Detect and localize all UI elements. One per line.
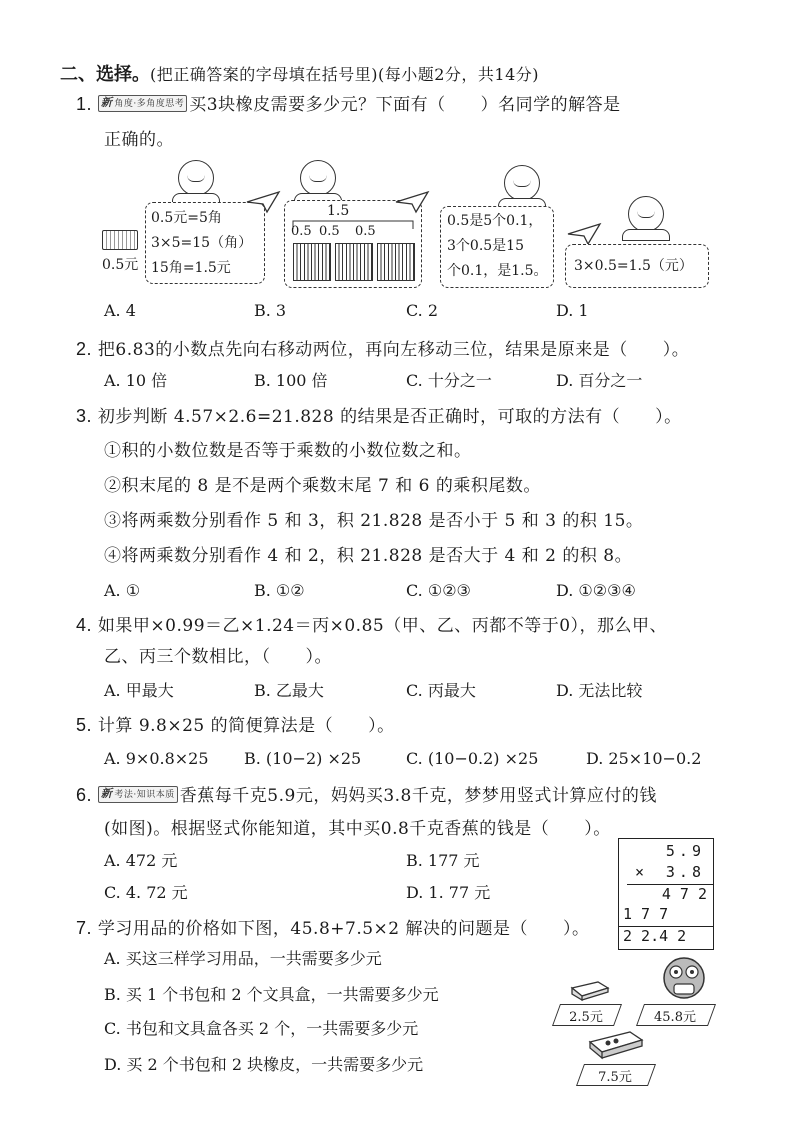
eraser-price: 0.5元: [102, 257, 139, 273]
bubble2-part-1: 0.5: [291, 224, 312, 239]
boy-body-icon: [622, 229, 670, 241]
decimal-grid-1: [293, 243, 331, 281]
bubble1-line2: 3×5=15（角）: [151, 235, 253, 251]
calc-multiply-sign: ×: [635, 863, 645, 881]
option-a[interactable]: A. 甲最大: [104, 681, 174, 700]
q7-stem-text: 学习用品的价格如下图，45.8+7.5×2 解决的问题是（ ）。: [97, 919, 590, 939]
q5-stem-text: 计算 9.8×25 的简便算法是（ ）。: [97, 716, 395, 736]
option-b[interactable]: B. 3: [254, 301, 287, 320]
calc-row-4: 1 7 7: [623, 905, 669, 923]
decimal-grid-3: [377, 243, 415, 281]
option-d[interactable]: D. 无法比较: [556, 681, 643, 700]
option-b[interactable]: B. 177 元: [406, 851, 480, 870]
q3-stem-text: 初步判断 4.57×2.6=21.828 的结果是否正确时，可取的方法有（ ）。: [97, 407, 682, 427]
q3-stem: [76, 405, 682, 428]
option-c[interactable]: C. ①②③: [406, 581, 471, 600]
bubble1-line3: 15角=1.5元: [151, 260, 231, 276]
q3-item-3: ③将两乘数分别看作 5 和 3，积 21.828 是否小于 5 和 3 的积 15。: [104, 511, 644, 531]
tag-new: 新: [100, 96, 113, 109]
paper-plane-icon: [394, 190, 430, 214]
q7-stem: [76, 917, 590, 940]
q4-stem-line2: 乙、丙三个数相比，（ ）。: [104, 647, 332, 667]
option-a[interactable]: A. 买这三样学习用品，一共需要多少元: [104, 949, 382, 968]
question-tag: [98, 95, 187, 112]
option-a[interactable]: A. 9×0.8×25: [104, 749, 209, 768]
bubble2-part-2: 0.5: [319, 224, 340, 239]
option-c[interactable]: C. 4. 72 元: [104, 883, 188, 902]
q3-item-2: ②积末尾的 8 是不是两个乘数末尾 7 和 6 的乘积尾数。: [104, 476, 541, 496]
option-a[interactable]: A. ①: [104, 581, 141, 600]
question-number: 3.: [76, 406, 93, 426]
calc-row-2: 3.8: [665, 863, 705, 881]
calc-row-5: 2 2.4 2: [623, 927, 687, 945]
eraser-icon: [568, 978, 612, 1002]
option-d[interactable]: D. 百分之一: [556, 371, 643, 390]
calc-row-1: 5.9: [665, 842, 705, 860]
q6-stem-line2: (如图)。根据竖式你能知道，其中买0.8千克香蕉的钱是（ ）。: [104, 819, 611, 839]
price-eraser: 2.5元: [569, 1010, 603, 1025]
price-pencil-box: 7.5元: [598, 1070, 632, 1085]
option-c[interactable]: C. 2: [406, 301, 439, 320]
bubble1-line1: 0.5元=5角: [151, 210, 222, 226]
option-c[interactable]: C. 十分之一: [406, 371, 492, 390]
question-number: 2.: [76, 339, 93, 359]
option-d[interactable]: D. 25×10−0.2: [586, 749, 702, 768]
backpack-icon: [658, 950, 710, 1002]
q3-item-4: ④将两乘数分别看作 4 和 2，积 21.828 是否大于 4 和 2 的积 8。: [104, 546, 633, 566]
calc-row-3: 4 7 2: [661, 885, 707, 903]
q2-stem: [76, 338, 689, 361]
girl-avatar-icon: [504, 165, 540, 201]
section-instruction: (把正确答案的字母填在括号里)(每小题2分，共14分): [150, 65, 540, 84]
option-d[interactable]: D. 1. 77 元: [406, 883, 491, 902]
option-b[interactable]: B. ①②: [254, 581, 305, 600]
boy-avatar-icon: [178, 160, 214, 196]
option-d[interactable]: D. 1: [556, 301, 589, 320]
option-d[interactable]: D. ①②③④: [556, 581, 636, 600]
question-number: 6.: [76, 785, 93, 805]
tag-label: 考法·知识本质: [114, 790, 175, 800]
girl-avatar-icon: [300, 160, 336, 196]
paper-plane-icon: [566, 222, 602, 246]
option-a[interactable]: A. 472 元: [104, 851, 178, 870]
option-c[interactable]: C. 书包和文具盒各买 2 个，一共需要多少元: [104, 1019, 419, 1038]
option-b[interactable]: B. 乙最大: [254, 681, 324, 700]
bubble3-line2: 3个0.5是15: [447, 238, 524, 254]
q1-stem-line1: 买3块橡皮需要多少元？下面有（ ）名同学的解答是: [189, 95, 621, 115]
decimal-grid-2: [335, 243, 373, 281]
section-heading: [60, 60, 539, 86]
speech-bubble-3: [440, 206, 554, 288]
bubble3-line1: 0.5是5个0.1，: [447, 213, 543, 229]
option-b[interactable]: B. 买 1 个书包和 2 个文具盒，一共需要多少元: [104, 985, 439, 1004]
q5-stem: [76, 714, 395, 737]
q3-item-1: ①积的小数位数是否等于乘数的小数位数之和。: [104, 441, 472, 461]
option-a[interactable]: A. 10 倍: [104, 371, 168, 390]
pencil-box-icon: [586, 1028, 646, 1062]
question-number: 7.: [76, 918, 93, 938]
tag-label: 角度·多角度思考: [114, 99, 185, 109]
boy-avatar-icon: [628, 196, 664, 232]
q6-stem: [76, 784, 657, 807]
q1-stem: [76, 93, 621, 116]
q4-stem-line1: 如果甲×0.99＝乙×1.24＝丙×0.85（甲、乙、丙都不等于0），那么甲、: [97, 616, 668, 636]
tag-new: 新: [100, 787, 113, 800]
q4-stem: [76, 614, 667, 637]
question-number: 4.: [76, 615, 93, 635]
option-d[interactable]: D. 买 2 个书包和 2 块橡皮，一共需要多少元: [104, 1055, 424, 1074]
eraser-icon: [102, 230, 138, 250]
option-c[interactable]: C. (10−0.2) ×25: [406, 749, 539, 768]
vertical-calculation: [618, 838, 714, 950]
question-number: 1.: [76, 94, 93, 114]
question-number: 5.: [76, 715, 93, 735]
bubble2-total: 1.5: [327, 203, 350, 219]
option-a[interactable]: A. 4: [104, 301, 136, 320]
price-bag: 45.8元: [654, 1010, 696, 1025]
speech-bubble-4: [565, 244, 709, 288]
section-title: 二、选择。: [60, 64, 150, 85]
option-b[interactable]: B. 100 倍: [254, 371, 328, 390]
speech-bubble-1: [145, 202, 265, 284]
q6-stem-line1: 香蕉每千克5.9元，妈妈买3.8千克，梦梦用竖式计算应付的钱: [179, 786, 657, 806]
bubble2-part-3: 0.5: [355, 224, 376, 239]
q1-stem-line2: 正确的。: [104, 130, 174, 150]
bubble3-line3: 个0.1，是1.5。: [447, 263, 548, 279]
question-tag: [98, 786, 178, 803]
paper-plane-icon: [245, 190, 281, 214]
option-c[interactable]: C. 丙最大: [406, 681, 476, 700]
q2-stem-text: 把6.83的小数点先向右移动两位，再向左移动三位，结果是原来是（ ）。: [97, 340, 690, 360]
option-b[interactable]: B. (10−2) ×25: [244, 749, 362, 768]
bubble4-text: 3×0.5=1.5（元）: [574, 258, 693, 274]
